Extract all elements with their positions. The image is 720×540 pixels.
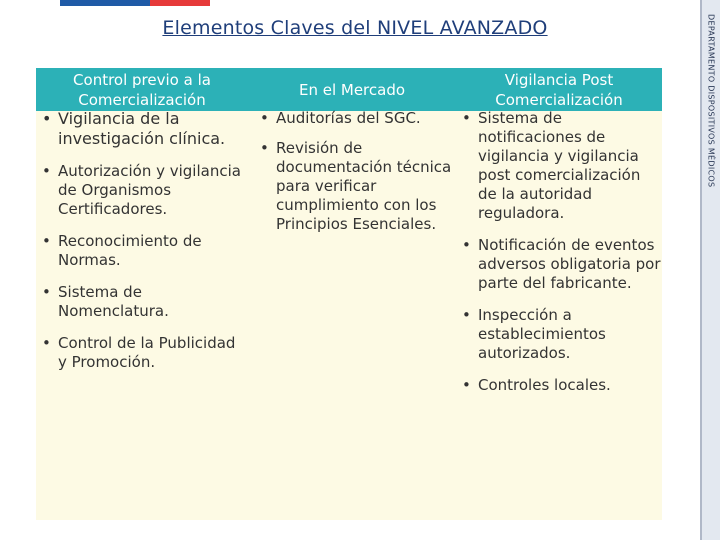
header-en-el-mercado: En el Mercado <box>298 80 406 99</box>
sidebar-band <box>700 0 720 540</box>
list-item: • Revisión de documentación técnica para verificar cumplimiento con los Principios Esenciales. <box>260 139 452 233</box>
bullet-icon: • <box>260 139 269 157</box>
bullet-icon: • <box>42 109 52 128</box>
slide-title: Elementos Claves del NIVEL AVANZADO <box>162 17 548 39</box>
accent-bar-blue <box>60 0 150 6</box>
elements-table <box>36 68 662 520</box>
list-item: • Reconocimiento de Normas. <box>42 232 202 269</box>
list-item: • Inspección a establecimientos autorizados. <box>462 306 606 362</box>
list-item: • Auditorías del SGC. <box>260 109 421 127</box>
bullet-icon: • <box>42 334 51 352</box>
bullet-icon: • <box>462 376 471 394</box>
column-en-el-mercado <box>254 109 454 245</box>
header-control-previo: Control previo a la Comercialización <box>73 70 211 109</box>
list-item: • Control de la Publicidad y Promoción. <box>42 334 236 371</box>
bullet-icon: • <box>462 236 471 254</box>
list-item: • Vigilancia de la investigación clínica. <box>42 109 226 148</box>
list-item: • Notificación de eventos adversos obligatoria por parte del fabricante. <box>462 236 661 292</box>
bullet-icon: • <box>42 283 51 301</box>
bullet-icon: • <box>42 232 51 250</box>
list-item: • Autorización y vigilancia de Organismos Certificadores. <box>42 162 241 218</box>
sidebar-label: DEPARTAMENTO DISPOSITIVOS MÉDICOS <box>706 14 716 188</box>
list-item: • Controles locales. <box>462 376 611 394</box>
bullet-icon: • <box>42 162 51 180</box>
list-item: • Sistema de notificaciones de vigilancia y vigilancia post comercialización de la autoridad reguladora. <box>462 109 641 222</box>
bullet-icon: • <box>260 109 269 127</box>
list-item: • Sistema de Nomenclatura. <box>42 283 169 320</box>
table-header <box>36 68 662 111</box>
column-control-previo <box>36 109 248 385</box>
bullet-icon: • <box>462 109 471 127</box>
bullet-icon: • <box>462 306 471 324</box>
column-vigilancia-post <box>456 109 662 408</box>
header-vigilancia-post: Vigilancia Post Comercialización <box>495 70 623 109</box>
accent-bar-red <box>150 0 210 6</box>
